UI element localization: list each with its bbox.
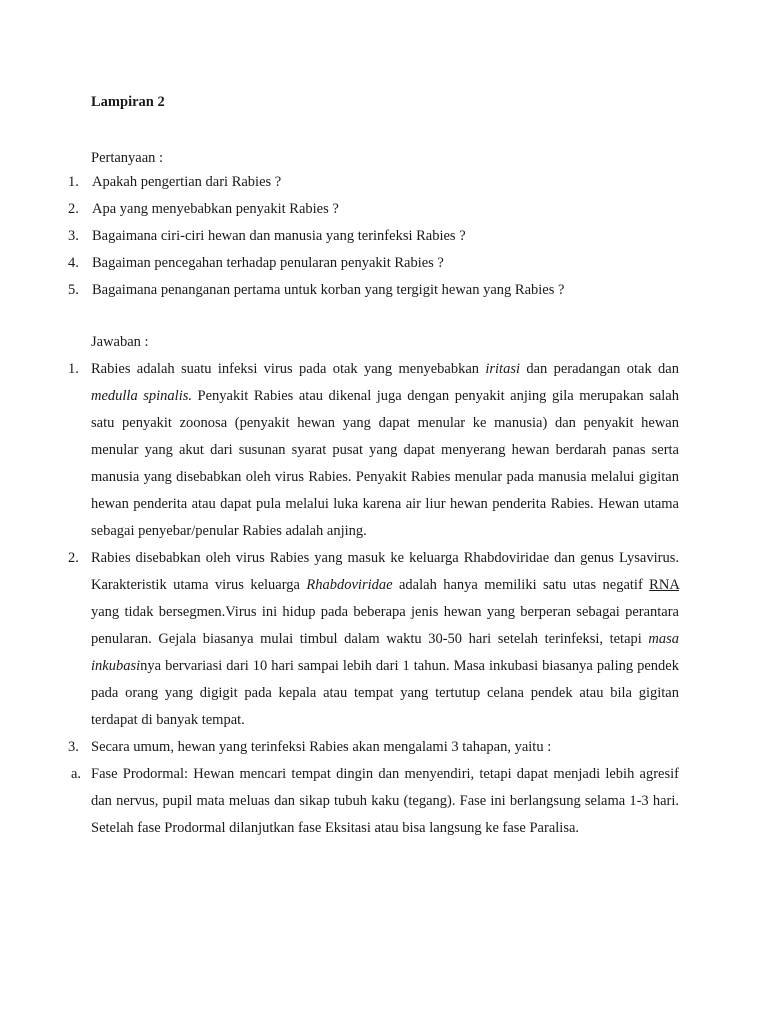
question-item bbox=[68, 254, 708, 281]
answer-underlined-term: RNA bbox=[649, 577, 679, 593]
answers-list bbox=[68, 356, 679, 842]
answer-number: 3. bbox=[68, 739, 79, 755]
answer-italic-term: masa inkubasi bbox=[91, 631, 679, 674]
question-number: 5. bbox=[68, 282, 79, 298]
answer-item-3 bbox=[68, 734, 679, 761]
question-text: Apakah pengertian dari Rabies ? bbox=[92, 174, 282, 190]
answer-text-part: dan peradangan otak dan bbox=[520, 361, 679, 377]
answer-number: 1. bbox=[68, 361, 79, 377]
answer-text bbox=[91, 356, 679, 545]
question-item bbox=[68, 227, 708, 254]
answer-subitem-letter: a. bbox=[71, 766, 82, 782]
answer-text: Fase Prodormal: Hewan mencari tempat dingin dan menyendiri, tetapi dapat menjadi lebih agresif dan nervus, pupil mata meluas dan sikap tubuh kaku (tegang). Fase ini berlangsung selama 1-3 hari. Setelah fase Prodormal dilanjutkan fase Eksitasi atau bisa langsung ke fase Paralisa. bbox=[91, 766, 679, 836]
questions-list bbox=[68, 173, 708, 308]
answer-item-2 bbox=[68, 545, 679, 734]
page-title: Lampiran 2 bbox=[91, 94, 165, 110]
question-item bbox=[68, 200, 708, 227]
question-text: Bagaiman pencegahan terhadap penularan penyakit Rabies ? bbox=[92, 255, 444, 271]
answer-text-part: Rabies disebabkan oleh virus Rabies yang masuk ke keluarga Rhabdoviridae dan genus Lysavirus. Karakteristik utama virus keluarga bbox=[91, 550, 679, 593]
answer-text-part: Rabies adalah suatu infeksi virus pada otak yang menyebabkan bbox=[91, 361, 486, 377]
question-item bbox=[68, 281, 708, 308]
answer-number: 2. bbox=[68, 550, 79, 566]
question-text: Bagaimana penanganan pertama untuk korban yang tergigit hewan yang Rabies ? bbox=[92, 282, 565, 298]
answer-text-part: adalah hanya memiliki satu utas negatif bbox=[392, 577, 650, 593]
answer-text-part: yang tidak bersegmen.Virus ini hidup pada beberapa jenis hewan yang berperan sebagai perantara penularan. Gejala biasanya mulai timbul dalam waktu 30-50 hari setelah terinfeksi, tetapi bbox=[91, 604, 679, 647]
question-number: 2. bbox=[68, 201, 79, 217]
question-number: 4. bbox=[68, 255, 79, 271]
answer-text-part: nya bervariasi dari 10 hari sampai lebih dari 1 tahun. Masa inkubasi biasanya paling pendek pada orang yang digigit pada kepala atau tempat yang tertutup celana pendek atau bila gigitan terdapat di banyak tempat. bbox=[91, 658, 679, 728]
answer-subitem-a bbox=[71, 761, 679, 842]
answer-text: Secara umum, hewan yang terinfeksi Rabies akan mengalami 3 tahapan, yaitu : bbox=[91, 739, 552, 755]
question-text: Bagaimana ciri-ciri hewan dan manusia yang terinfeksi Rabies ? bbox=[92, 228, 466, 244]
answer-italic-term: Rhabdoviridae bbox=[306, 577, 393, 593]
answers-heading: Jawaban : bbox=[91, 334, 149, 350]
answer-italic-term: medulla spinalis. bbox=[91, 388, 193, 404]
questions-heading: Pertanyaan : bbox=[91, 150, 164, 166]
question-number: 1. bbox=[68, 174, 79, 190]
answer-italic-term: iritasi bbox=[485, 361, 521, 377]
question-item bbox=[68, 173, 708, 200]
question-text: Apa yang menyebabkan penyakit Rabies ? bbox=[92, 201, 339, 217]
question-number: 3. bbox=[68, 228, 79, 244]
answer-text bbox=[91, 545, 679, 734]
answer-item-1 bbox=[68, 356, 679, 545]
answer-text-part: Penyakit Rabies atau dikenal juga dengan penyakit anjing gila merupakan salah satu penyakit zoonosa (penyakit hewan yang dapat menular ke manusia) dan penyakit hewan menular yang akut dari susunan syarat pusat yang dapat menyerang hewan berdarah panas serta manusia yang disebabkan oleh virus Rabies. Penyakit Rabies menular pada manusia melalui gigitan hewan penderita atau dapat pula melalui luka karena air liur hewan penderita Rabies. Hewan utama sebagai penyebar/penular Rabies adalah anjing. bbox=[91, 388, 679, 539]
